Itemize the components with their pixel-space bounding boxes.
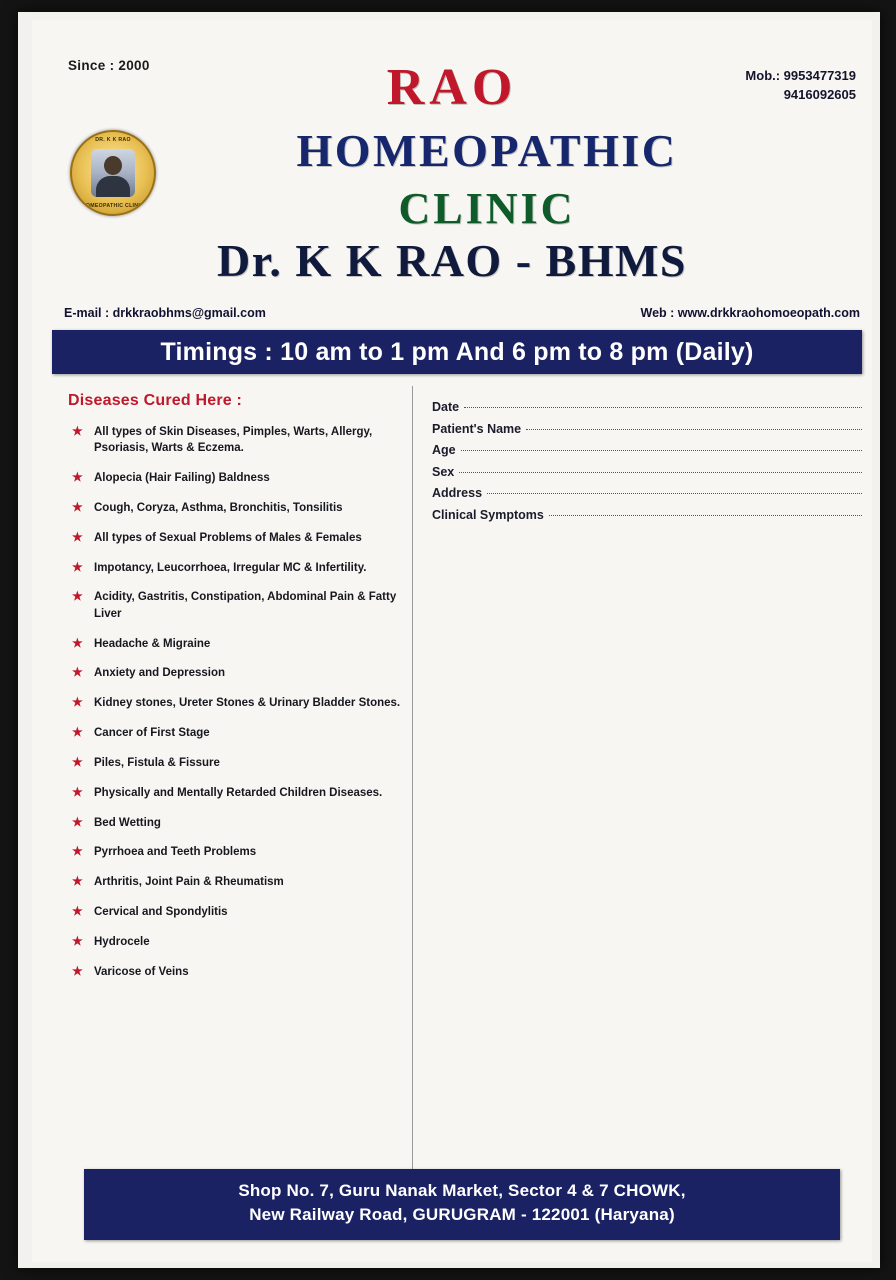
form-field-input[interactable]	[459, 472, 862, 473]
star-icon: ★	[72, 635, 83, 650]
form-field-label: Date	[432, 400, 460, 414]
disease-label: Kidney stones, Ureter Stones & Urinary Bladder Stones.	[94, 697, 401, 710]
star-icon: ★	[72, 874, 83, 889]
list-item	[68, 844, 402, 860]
disease-label: All types of Sexual Problems of Males & Females	[94, 531, 362, 544]
disease-label: Cough, Coryza, Asthma, Bronchitis, Tonsilitis	[94, 501, 343, 514]
disease-label: Arthritis, Joint Pain & Rheumatism	[94, 876, 284, 889]
star-icon: ★	[72, 499, 83, 514]
star-icon: ★	[72, 784, 83, 799]
star-icon: ★	[72, 470, 83, 485]
diseases-column	[68, 392, 402, 994]
star-icon: ★	[72, 424, 83, 438]
clinic-name-clinic: CLINIC	[398, 184, 576, 233]
list-item	[68, 560, 402, 576]
form-field-label: Address	[432, 486, 483, 500]
star-icon: ★	[72, 933, 83, 948]
form-field-row	[432, 486, 862, 500]
list-item	[68, 636, 402, 652]
column-divider	[412, 386, 413, 1186]
list-item	[68, 695, 402, 711]
form-field-label: Sex	[432, 464, 455, 479]
disease-label: Cervical and Spondylitis	[94, 906, 228, 919]
list-item	[68, 785, 402, 801]
form-field-row	[432, 400, 862, 414]
form-field-input[interactable]	[526, 429, 862, 430]
logo-ring-top-text: DR. K K RAO	[95, 137, 131, 143]
mobile-number-2: 9416092605	[783, 86, 856, 102]
mobile-number-1: Mob.: 9953477319	[745, 68, 856, 83]
list-item	[68, 964, 402, 980]
disease-label: All types of Skin Diseases, Pimples, Warts, Allergy, Psoriasis, Warts & Eczema.	[94, 426, 373, 455]
patient-form	[432, 400, 862, 529]
star-icon: ★	[72, 529, 83, 544]
disease-label: Physically and Mentally Retarded Children Diseases.	[94, 786, 383, 799]
star-icon: ★	[72, 665, 83, 680]
form-field-input[interactable]	[461, 450, 862, 451]
star-icon: ★	[72, 695, 83, 710]
star-icon: ★	[72, 754, 83, 769]
form-field-label: Patient's Name	[432, 421, 522, 436]
list-item	[68, 424, 402, 457]
form-field-input[interactable]	[464, 407, 862, 408]
disease-label: Anxiety and Depression	[94, 667, 226, 680]
form-field-label: Clinical Symptoms	[432, 507, 544, 522]
star-icon: ★	[72, 589, 83, 604]
address-line-2: New Railway Road, GURUGRAM - 122001 (Haryana)	[249, 1205, 675, 1225]
website-text: Web : www.drkkraohomoeopath.com	[640, 306, 860, 320]
address-banner	[84, 1169, 840, 1240]
disease-label: Cancer of First Stage	[94, 727, 210, 740]
disease-label: Piles, Fistula & Fissure	[94, 756, 220, 769]
form-field-row	[432, 422, 862, 436]
disease-label: Headache & Migraine	[94, 637, 211, 650]
disease-label: Bed Wetting	[94, 816, 161, 829]
list-item	[68, 725, 402, 741]
form-field-row	[432, 508, 862, 522]
patient-form-fields	[432, 400, 862, 522]
list-item	[68, 665, 402, 681]
star-icon: ★	[72, 844, 83, 859]
clinic-name-rao: RAO	[386, 59, 518, 116]
star-icon: ★	[72, 963, 83, 978]
list-item	[68, 530, 402, 546]
email-text: E-mail : drkkraobhms@gmail.com	[64, 306, 266, 320]
list-item	[68, 589, 402, 622]
disease-label: Pyrrhoea and Teeth Problems	[94, 846, 257, 859]
star-icon: ★	[72, 904, 83, 919]
sheet-inner	[32, 20, 872, 1262]
form-field-input[interactable]	[487, 493, 862, 494]
disease-label: Alopecia (Hair Failing) Baldness	[94, 472, 270, 485]
disease-label: Hydrocele	[94, 935, 150, 948]
address-line-1: Shop No. 7, Guru Nanak Market, Sector 4 & 7 CHOWK,	[238, 1180, 686, 1200]
logo-ring-bottom-text: HOMEOPATHIC CLINIC	[81, 203, 145, 209]
list-item	[68, 874, 402, 890]
list-item	[68, 500, 402, 516]
form-field-row	[432, 443, 862, 457]
disease-label: Acidity, Gastritis, Constipation, Abdominal Pain & Fatty Liver	[94, 591, 397, 620]
star-icon: ★	[72, 814, 83, 829]
star-icon: ★	[72, 559, 83, 574]
list-item	[68, 755, 402, 771]
doctor-name: Dr. K K RAO - BHMS	[217, 235, 687, 286]
list-item	[68, 470, 402, 486]
list-item	[68, 815, 402, 831]
disease-label: Varicose of Veins	[94, 965, 189, 978]
diseases-heading: Diseases Cured Here :	[68, 392, 243, 409]
list-item	[68, 904, 402, 920]
since-text: Since : 2000	[68, 58, 150, 73]
timings-banner	[52, 330, 862, 374]
disease-label: Impotancy, Leucorrhoea, Irregular MC & Infertility.	[94, 561, 367, 574]
list-item	[68, 934, 402, 950]
timings-text: Timings : 10 am to 1 pm And 6 pm to 8 pm (Daily)	[160, 337, 754, 366]
clinic-name-homeopathic: HOMEOPATHIC	[296, 125, 678, 176]
form-field-input[interactable]	[549, 515, 862, 516]
diseases-list	[68, 424, 402, 980]
star-icon: ★	[72, 725, 83, 740]
form-field-row	[432, 465, 862, 479]
form-field-label: Age	[432, 443, 456, 457]
doctor-portrait-icon	[91, 149, 135, 197]
prescription-pad-sheet	[18, 12, 880, 1268]
